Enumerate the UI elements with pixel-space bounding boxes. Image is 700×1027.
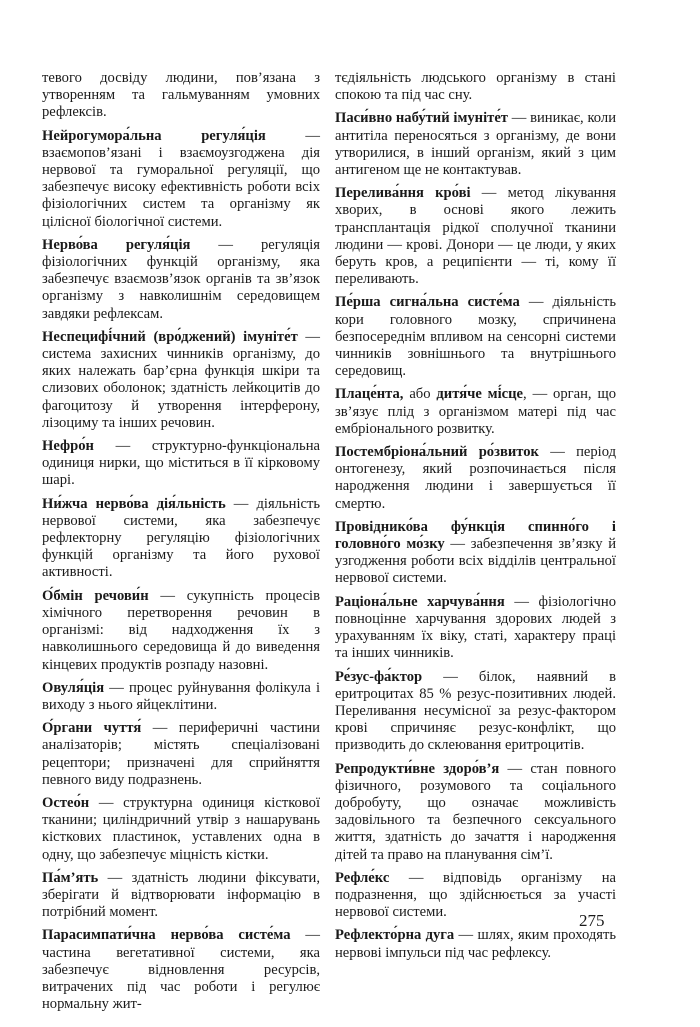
continuation-text-right: тєдіяльність людського організму в стані спокою та під час сну. [335,70,616,104]
glossary-term: Нерво́ва регуля́ція [42,236,191,253]
glossary-entry: О́бмін речови́н — сукупність процесів хімічного перетворення речовин в організмі: від надходження їх з навколишнього середовища й до виведення кінцевих продуктів розпаду назовні. [42,587,320,673]
glossary-entry: Нейрогумора́льна регуля́ція — взаємопов’язані і взаємоузгоджена дія нервової та гуморальної регуляції, що забезпечує високу ефективність роботи всіх фізіологічних систем та організму як цілісної біологічної системи. [42,127,320,230]
glossary-definition: процес руйнування фолікула і виходу з нього яйцеклітини. [42,679,321,713]
glossary-definition: діяльність нервової системи, яка забезпечує рефлекторну регуляцію фізіологічних функцій організму та його рухової активності. [42,495,321,581]
glossary-entry: Рефле́кс — відповідь організму на подразнення, що здійснюється за участі нервової системи. [335,869,616,921]
left-entries-list [42,128,320,1014]
glossary-term: Рефле́кс [335,869,390,886]
glossary-entry: Нерво́ва регуля́ція — регуляція фізіологічних функцій організму, яка забезпечує взаємозв’язок органів та зв’язок організму з навколишнім середовищем завдяки рефлексам. [42,236,320,322]
glossary-term: Ни́жча нерво́ва дія́льність [42,495,226,512]
glossary-definition: діяльність кори головного мозку, спричинена безпосереднім впливом на сенсорні системи чинників зовнішнього та внутрішнього середовищ. [335,294,616,380]
glossary-term: Репродукти́вне здоро́в’я [335,760,500,777]
glossary-term: Рефлекто́рна дуга [335,927,455,944]
glossary-term: Перелива́ння кро́ві [335,185,471,202]
glossary-entry: Па́м’ять — здатність людини фіксувати, зберігати й відтворювати інформацію в потрібний момент. [42,869,321,921]
glossary-term: Парасимпати́чна нерво́ва систе́ма [42,927,291,944]
glossary-entry: Паси́вно набу́тий імуніте́т — виникає, коли антитіла переносяться з організму, де вони утворилися, в інший організм, який з цим антигеном ще не контактував. [335,110,617,179]
glossary-definition: частина вегетативної системи, яка забезпечує відновлення ресурсів, витрачених під час роботи і регулює нормальну жит- [42,944,320,1013]
continuation-text-left: тевого досвіду людини, пов’язана з утворенням та гальмуванням умовних рефлексів. [42,70,320,121]
glossary-term: О́бмін речови́н [42,587,149,604]
glossary-entry: Постембріона́льний ро́звиток — період онтогенезу, який розпочинається після народження людини і завершується її смертю. [335,444,617,512]
glossary-term: Ре́зус-фа́ктор [335,668,423,685]
glossary-entry: Рефлекто́рна дуга — шлях, яким проходять нервові імпульси під час рефлексу. [335,927,617,961]
glossary-definition: забезпечення зв’язку й узгодження роботи всіх відділів центральної нервової системи. [335,536,616,587]
glossary-definition: регуляція фізіологічних функцій організму, яка забезпечує взаємозв’язок органів та зв’язок організму з навколишнім середовищем завдяки рефлексам. [42,236,320,322]
glossary-term: Пе́рша сигна́льна систе́ма [335,294,520,311]
glossary-term: Па́м’ять [42,869,99,886]
glossary-definition: структурно-функціональна одиниця нирки, що міститься в її кірковому шарі. [42,438,320,489]
glossary-term: Овуля́ція [42,679,105,696]
glossary-term: Нефро́н [42,438,94,455]
glossary-definition: відповідь організму на подразнення, що здійснюється за участі нервової системи. [335,869,616,921]
glossary-definition: білок, наявний в еритроцитах 85 % резус-позитивних людей. Переливання несумісної за резус-фактором крові спричиняє резус-конфлікт, що призводить до склеювання еритроцитів. [335,668,616,754]
glossary-term: Постембріона́льний ро́звиток [335,444,539,461]
glossary-term: Паси́вно набу́тий імуніте́т [335,110,508,127]
glossary-definition: фізіологічно повноцінне харчування здорових людей з урахуванням їх віку, статі, характеру праці та інших чинників. [335,593,616,662]
glossary-term: Неспецифі́чний (вро́джений) імуніте́т [42,328,298,345]
glossary-term: Раціона́льне харчува́ння [335,593,505,610]
glossary-definition: , — орган, що зв’язує плід з організмом матері під час ембріонального розвитку. [335,386,616,437]
glossary-term: Провіднико́ва фу́нкція спинно́го і головно́го мо́зку [335,518,616,553]
glossary-entry: Ре́зус-фа́ктор — білок, наявний в еритроцитах 85 % резус-позитивних людей. Переливання несумісної за резус-фактором крові спричиняє резус-конфлікт, що призводить до склеювання еритроцитів. [335,668,616,754]
glossary-definition: метод лікування хворих, в основі якого лежить трансплантація рідкої сполучної тканини людини — крові. Донори — це люди, у яких беруть кров, а реципієнти — ті, кому її переливають. [335,185,617,288]
glossary-term-alt: дитя́че мі́сце [436,386,524,403]
glossary-entry [335,386,616,438]
glossary-definition: здатність людини фіксувати, зберігати й відтворювати інформацію в потрібний момент. [42,869,321,921]
left-column [42,70,320,1019]
glossary-term: Остео́н [42,794,90,811]
glossary-entry: Парасимпати́чна нерво́ва систе́ма — частина вегетативної системи, яка забезпечує відновлення ресурсів, витрачених під час роботи і регулює нормальну жит- [42,927,320,1013]
right-column [335,70,616,968]
glossary-entry: Нефро́н — структурно-функціональна одиниця нирки, що міститься в її кірковому шарі. [42,438,320,489]
glossary-definition: шлях, яким проходять нервові імпульси під час рефлексу. [335,927,617,961]
glossary-entry: Репродукти́вне здоро́в’я — стан повного фізичного, розумового та соціального добробуту, що означає можливість задовільного та безпечного сексуального життя, здатність до зачаття і народження дітей та право на планування сім’ї. [335,760,616,863]
glossary-term: О́ргани чуття́ [42,720,142,737]
glossary-definition: стан повного фізичного, розумового та соціального добробуту, що означає можливість задовільного та безпечного сексуального життя, здатність до зачаття і народження дітей та право на планування сім’ї. [335,760,616,863]
term-connector: або [409,386,431,403]
glossary-term: Нейрогумора́льна регуля́ція [42,127,266,144]
glossary-entry: Неспецифі́чний (вро́джений) імуніте́т — система захисних чинників організму, до яких належать бар’єрна функція шкіри та слизових оболонок; здатність лейкоцитів до фагоцитозу й утворення інтерферону, лізоциму та інших речовин. [42,328,320,431]
glossary-definition: периферичні частини аналізаторів; містять спеціалізовані рецептори; призначені для сприйняття певного виду подразнень. [42,720,320,788]
glossary-entry: О́ргани чуття́ — периферичні частини аналізаторів; містять спеціалізовані рецептори; призначені для сприйняття певного виду подразнень. [42,720,320,788]
glossary-entry: Остео́н — структурна одиниця кісткової тканини; циліндричний утвір з нашарувань кісткових пластинок, уставлених одна в одну, що забезпечує міцність кістки. [42,794,320,863]
glossary-entry: Раціона́льне харчува́ння — фізіологічно повноцінне харчування здорових людей з урахуванням їх віку, статі, характеру праці та інших чинників. [335,593,616,662]
glossary-term: Плаце́нта, [335,386,404,403]
right-entries-list [335,110,616,961]
glossary-entry: Овуля́ція — процес руйнування фолікула і виходу з нього яйцеклітини. [42,679,321,713]
glossary-entry: Пе́рша сигна́льна систе́ма — діяльність кори головного мозку, спричинена безпосереднім впливом на сенсорні системи чинників зовнішнього та внутрішнього середовищ. [335,294,616,380]
glossary-definition: взаємопов’язані і взаємоузгоджена дія нервової та гуморальної регуляції, що забезпечує високу ефективність роботи всіх фізіологічних систем та організму як цілісної біологічної системи. [42,144,320,230]
glossary-definition: структурна одиниця кісткової тканини; циліндричний утвір з нашарувань кісткових пластинок, уставлених одна в одну, що забезпечує міцність кістки. [42,794,320,863]
glossary-entry: Ни́жча нерво́ва дія́льність — діяльність нервової системи, яка забезпечує рефлекторну регуляцію фізіологічних функцій організму та його рухової активності. [42,495,321,581]
glossary-definition: період онтогенезу, який розпочинається після народження людини і завершується її смертю. [335,444,617,512]
glossary-entry: Перелива́ння кро́ві — метод лікування хворих, в основі якого лежить трансплантація рідкої сполучної тканини людини — крові. Донори — це люди, у яких беруть кров, а реципієнти — ті, кому її переливають. [335,185,617,288]
glossary-definition: сукупність процесів хімічного перетворення речовин в організмі: від надходження їх з навколишнього середовища й до виведення кінцевих продуктів розпаду назовні. [42,587,320,673]
glossary-entry: Провіднико́ва фу́нкція спинно́го і головно́го мо́зку — забезпечення зв’язку й узгодження роботи всіх відділів центральної нервової системи. [335,518,616,587]
glossary-definition: виникає, коли антитіла переносяться з організму, де вони утворилися, в інший організм, який з цим антигеном ще не контактував. [335,110,617,179]
page-number: 275 [579,911,605,930]
glossary-definition: система захисних чинників організму, до яких належать бар’єрна функція шкіри та слизових оболонок; здатність лейкоцитів до фагоцитозу й утворення інтерферону, лізоциму та інших речовин. [42,346,320,431]
